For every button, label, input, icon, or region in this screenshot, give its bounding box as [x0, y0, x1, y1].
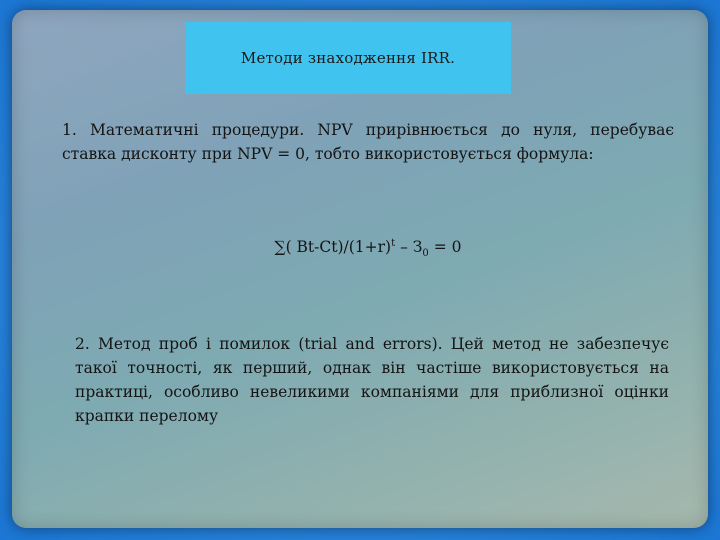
formula-subscript: 0: [422, 248, 429, 260]
slide-panel: [12, 10, 708, 528]
title-box: [185, 22, 511, 94]
paragraph-trial-and-errors: 2. Метод проб і помилок (trial and errors). Цей метод не забезпечує такої точності, як перший, однак він частіше використовується на практиці, особливо невеликими компаніями для приблизної оцінки крапки перелому: [75, 335, 669, 425]
irr-formula: [62, 237, 674, 260]
formula-prefix: ∑( Bt-Ct)/(1+r): [274, 238, 392, 256]
formula-exponent: t: [391, 237, 396, 249]
formula-middle: – З: [395, 238, 423, 256]
paragraph-math-procedures: 1. Математичні процедури. NPV прирівнюється до нуля, перебуває ставка дисконту при NPV = 0, тобто використовується формула:: [62, 121, 674, 163]
slide-title: Методи знаходження IRR.: [240, 49, 456, 67]
formula-suffix: = 0: [428, 238, 462, 256]
